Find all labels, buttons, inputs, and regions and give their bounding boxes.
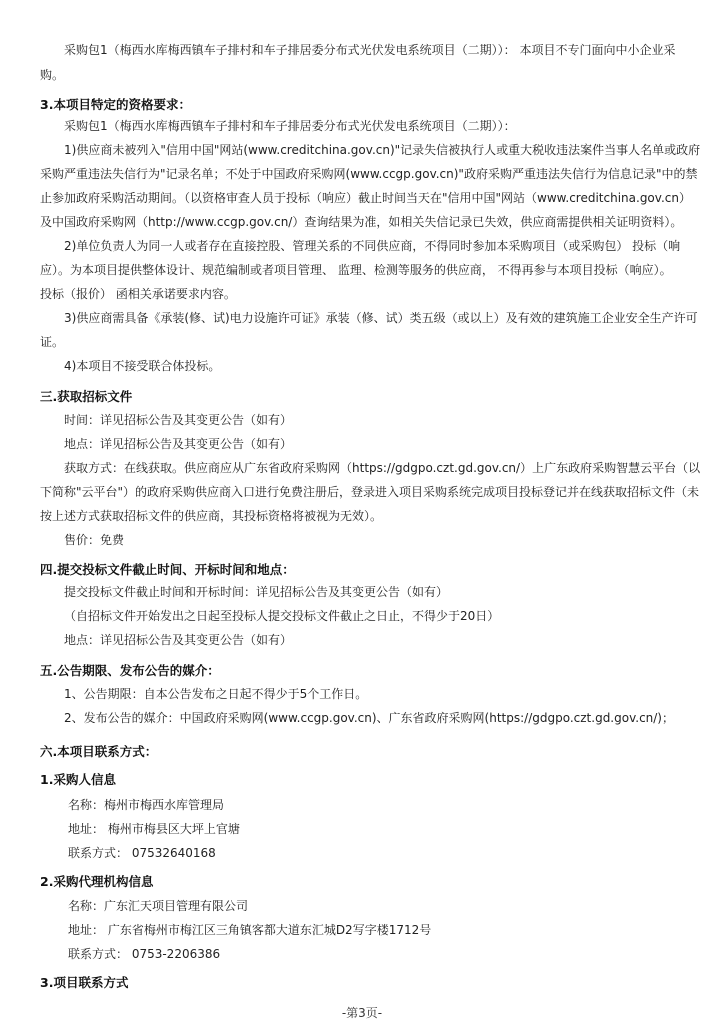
procurement-package-note: 采购包1（梅西水库梅西镇车子排村和车子排居委分布式光伏发电系统项目（二期））： 本项目不专门面向中小企业采	[64, 43, 676, 57]
requirement-1-cont: 及中国政府采购网（http://www.ccgp.gov.cn/）查询结果为准，如相关失信记录已失效，供应商需提供相关证明资料）。	[40, 215, 683, 229]
requirement-1: 1)供应商未被列入"信用中国"网站(www.creditchina.gov.cn)"记录失信被执行人或重大税收违法案件当事人名单或政府	[64, 143, 701, 157]
subheading-project-contact: 3.项目联系方式	[40, 975, 129, 990]
get-documents-time: 时间：详见招标公告及其变更公告（如有）	[64, 413, 293, 427]
requirement-1-cont: 采购严重违法失信行为"记录名单；不处于中国政府采购网(www.ccgp.gov.cn)"政府采购严重违法失信行为信息记录"中的禁	[40, 167, 698, 181]
requirement-1-cont: 止参加政府采购活动期间。（以资格审查人员于投标（响应）截止时间当天在"信用中国"网站（www.creditchina.gov.cn）	[40, 191, 691, 205]
get-documents-price: 售价：免费	[64, 533, 125, 547]
requirement-3-cont: 证。	[40, 335, 65, 349]
agency-address: 地址： 广东省梅州市梅江区三角镇客都大道东汇城D2写字楼1712号	[68, 923, 432, 937]
subheading-purchaser: 1.采购人信息	[40, 772, 116, 787]
section-heading-qualification: 3.本项目特定的资格要求：	[40, 97, 191, 112]
section-heading-deadline: 四.提交投标文件截止时间、开标时间和地点：	[40, 562, 295, 577]
procurement-package-note-cont: 购。	[40, 68, 65, 82]
announcement-period: 1、公告期限：自本公告发布之日起不得少于5个工作日。	[64, 687, 368, 701]
requirement-2: 2)单位负责人为同一人或者存在直接控股、管理关系的不同供应商，不得同时参加本采购项目（或采购包） 投标（响	[64, 239, 681, 253]
purchaser-phone: 联系方式： 07532640168	[68, 846, 216, 860]
purchaser-name: 名称：梅州市梅西水库管理局	[68, 798, 225, 812]
package-qualification-intro: 采购包1（梅西水库梅西镇车子排村和车子排居委分布式光伏发电系统项目（二期））：	[64, 119, 516, 133]
section-heading-contacts: 六.本项目联系方式：	[40, 744, 158, 759]
requirement-3: 3)供应商需具备《承装(修、试)电力设施许可证》承装（修、试）类五级（或以上）及有效的建筑施工企业安全生产许可	[64, 311, 698, 325]
page-number: -第3页-	[341, 1006, 383, 1020]
agency-phone: 联系方式： 0753-2206386	[68, 947, 221, 961]
purchaser-address: 地址： 梅州市梅县区大坪上官塘	[68, 822, 240, 836]
agency-name: 名称：广东汇天项目管理有限公司	[68, 899, 249, 913]
requirement-4: 4)本项目不接受联合体投标。	[64, 359, 221, 373]
deadline-note: （自招标文件开始发出之日起至投标人提交投标文件截止之日止，不得少于20日）	[64, 609, 500, 623]
announcement-media: 2、发布公告的媒介：中国政府采购网(www.ccgp.gov.cn)、广东省政府采购网(https://gdgpo.czt.gd.gov.cn/)；	[64, 711, 674, 725]
section-heading-announcement: 五.公告期限、发布公告的媒介：	[40, 663, 220, 678]
get-documents-place: 地点：详见招标公告及其变更公告（如有）	[64, 437, 293, 451]
deadline-place: 地点：详见招标公告及其变更公告（如有）	[64, 633, 293, 647]
requirement-2-cont: 投标（报价） 函相关承诺要求内容。	[40, 287, 236, 301]
get-documents-method-cont: 按上述方式获取招标文件的供应商，其投标资格将被视为无效）。	[40, 509, 383, 523]
deadline-time: 提交投标文件截止时间和开标时间：详见招标公告及其变更公告（如有）	[64, 585, 449, 599]
section-heading-get-documents: 三.获取招标文件	[40, 389, 133, 404]
subheading-agency: 2.采购代理机构信息	[40, 874, 154, 889]
get-documents-method: 获取方式：在线获取。供应商应从广东省政府采购网（https://gdgpo.czt.gd.gov.cn/）上广东政府采购智慧云平台（以	[64, 461, 701, 475]
requirement-2-cont: 应）。为本项目提供整体设计、规范编制或者项目管理、 监理、检测等服务的供应商， 不得再参与本项目投标（响应）。	[40, 263, 672, 277]
get-documents-method-cont: 下简称"云平台"）的政府采购供应商入口进行免费注册后，登录进入项目采购系统完成项目投标登记并在线获取招标文件（未	[40, 485, 700, 499]
